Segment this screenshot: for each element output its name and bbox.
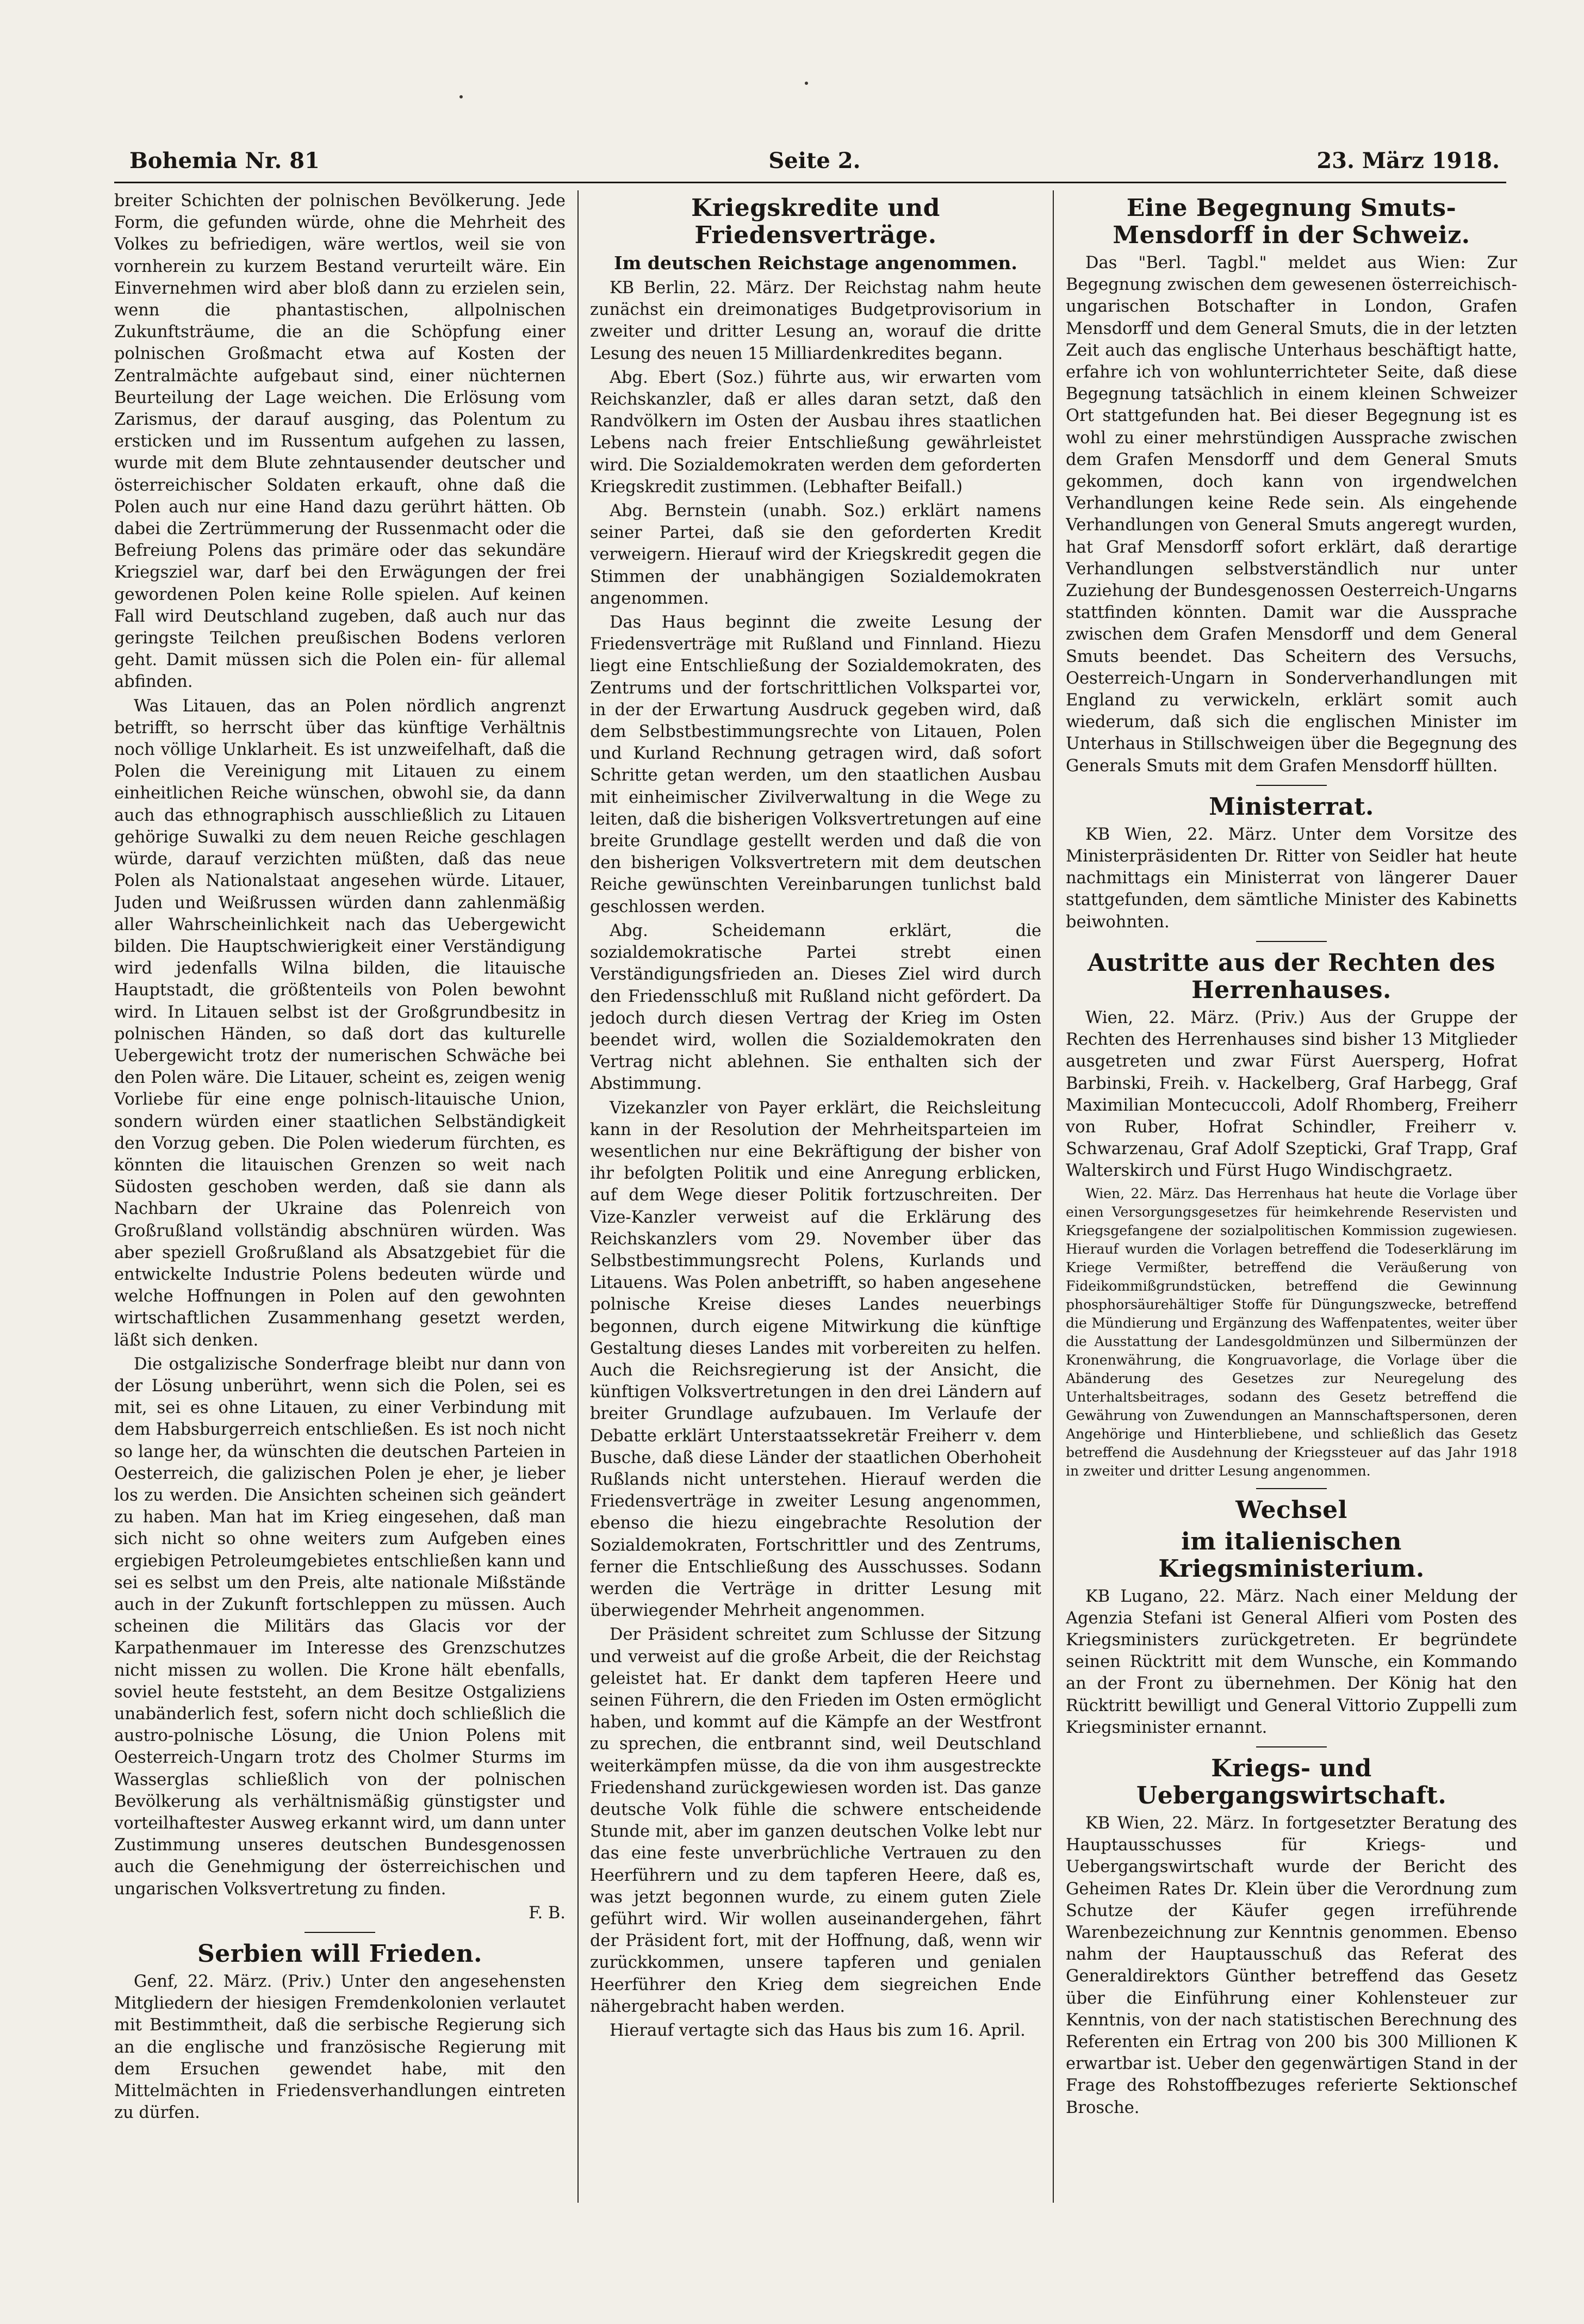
article-paragraph: Das Haus beginnt die zweite Lesung der Friedensverträge mit Rußland und Finnland. Hiezu liegt eine Entschließung der Sozialdemokraten, des Zentrums und der fortschrittlichen Volkspartei vor, in der der Erwartung Ausdruck gegeben wird, daß dem Selbstbestimmungsrechte von Litauen, Polen und Kurland Rechnung getragen wird, daß sofort Schritte getan werden, um den staatlichen Ausbau mit einheimischer Zivilverwaltung in die Wege zu leiten, daß die bisherigen Volksvertretungen auf eine breite Grundlage gestellt werden und daß die von den bisherigen Volksvertretern mit dem deutschen Reiche gewünschten Vereinbarungen tunlichst bald geschlossen werden. (590, 613, 1041, 916)
section-divider (1256, 785, 1327, 786)
article-paragraph: Das "Berl. Tagbl." meldet aus Wien: Zur Begegnung zwischen dem gewesenen österreichisch-ungarischen Botschafter in London, Grafen Mensdorff und dem General Smuts, die in der letzten Zeit auch das englische Unterhaus beschäftigt hatte, erfahre ich von wohlunterrichteter Seite, daß diese Begegnung tatsächlich in einem kleinen Schweizer Ort stattgefunden hat. Bei dieser Begegnung ist es wohl zu einer mehrstündigen Aussprache zwischen dem Grafen Mensdorff und dem General Smuts gekommen, doch kann von irgendwelchen Verhandlungen keine Rede sein. Als eingehende Verhandlungen von General Smuts angeregt wurden, hat Graf Mensdorff sofort erklärt, daß derartige Verhandlungen selbstverständlich nur unter Zuziehung der Bundesgenossen Oesterreich-Ungarns stattfinden könnten. Damit war die Aussprache zwischen dem Grafen Mensdorff und dem General Smuts beendet. Das Scheitern des Versuchs, Oesterreich-Ungarn in Sonderverhandlungen mit England zu verwickeln, erklärt somit auch wiederum, daß sich die englischen Minister im Unterhaus in Stillschweigen über die Begegnung des Generals Smuts mit dem Grafen Mensdorff hüllten. (1066, 253, 1517, 776)
header-rule (114, 182, 1506, 183)
article-paragraph: Genf, 22. März. (Priv.) Unter den angesehensten Mitgliedern der hiesigen Fremdenkolonien verlautet mit Bestimmtheit, daß die serbische Regierung sich an die englische und französische Regierung mit dem Ersuchen gewendet habe, mit den Mittelmächten in Friedensverhandlungen eintreten zu dürfen. (114, 1972, 566, 2123)
headline-smuts-mensdorff: Eine Begegnung Smuts-Mensdorff in der Schweiz. (1113, 194, 1470, 249)
paper-speck (459, 95, 463, 98)
article-paragraph: Die ostgalizische Sonderfrage bleibt nur dann von der Lösung unberührt, wenn sich die Polen, sei es mit, sei es ohne Litauen, zu einer Verbindung mit dem Habsburgerreich entschließen. Es ist noch nicht so lange her, da wünschten die deutschen Parteien in Oesterreich, die galizischen Polen je eher, je lieber los zu werden. Die Ansichten scheinen sich geändert zu haben. Man hat im Krieg eingesehen, daß man sich nicht so ohne weiters zum Aufgeben eines ergiebigen Petroleumgebietes entschließen kann und sei es selbst um den Preis, alte nationale Mißstände auch in der Zukunft fortschleppen zu müssen. Auch scheinen die Militärs das Glacis vor der Karpathenmauer im Interesse des Grenzschutzes nicht missen zu wollen. Die Krone hält ebenfalls, soviel heute feststeht, an dem Besitze Ostgaliziens unabänderlich fest, sofern nicht doch schließlich die austro-polnische Lösung, die Union Polens mit Oesterreich-Ungarn trotz des Cholmer Sturms im Wasserglas schließlich von der polnischen Bevölkerung als verhältnismäßig günstigster und vorteilhaftester Ausweg erkannt wird, um dann unter Zustimmung unseres deutschen Bundesgenossen auch die Genehmigung der österreichischen und ungarischen Volksvertretung zu finden. (114, 1354, 566, 1899)
headline-uebergangswirtschaft: Kriegs- und Uebergangswirtschaft. (1136, 1754, 1447, 1809)
subheadline: Im deutschen Reichstage angenommen. (614, 252, 1017, 274)
section-divider (1256, 1746, 1327, 1747)
column-divider (577, 190, 579, 2203)
page-header (129, 148, 1500, 181)
article-paragraph: Der Präsident schreitet zum Schlusse der Sitzung und verweist auf die große Arbeit, die der Reichstag geleistet hat. Er dankt dem tapferen Heere und seinen Führern, die den Frieden im Osten ermöglicht haben, und kommt auf die Kämpfe an der Westfront zu sprechen, die entbrannt sind, weil Deutschland weiterkämpfen müsse, da die von ihm ausgestreckte Friedenshand zurückgewiesen worden ist. Das ganze deutsche Volk fühle die schwere entscheidende Stunde mit, aber im ganzen deutschen Volke lebt nur das eine feste unverbrüchliche Vertrauen zu den Heerführern und zu dem tapferen Heere, daß es, was jetzt begonnen wurde, zu einem guten Ziele geführt wird. Wir wollen auseinandergehen, fährt der Präsident fort, mit der Hoffnung, daß, wenn wir zurückkommen, unsere tapferen und genialen Heerführer den Krieg dem siegreichen Ende nähergebracht haben werden. (590, 1625, 1041, 2016)
headline-kriegsministerium: im italienischen Kriegsministerium. (1158, 1527, 1425, 1583)
column-1 (114, 190, 566, 2214)
headline-kriegskredite: Kriegskredite und Friedensverträge. (691, 194, 940, 249)
column-divider (1053, 190, 1054, 2203)
section-divider (1256, 1488, 1327, 1489)
issue-date: 23. März 1918. (1316, 148, 1500, 173)
article-paragraph: Abg. Scheidemann erklärt, die sozialdemokratische Partei strebt einen Verständigungsfrieden an. Dieses Ziel wird durch den Friedensschluß mit Rußland nicht gefördert. Da jedoch durch diesen Vertrag der Krieg im Osten beendet wird, wollen die Sozialdemokraten den Vertrag nicht ablehnen. Sie enthalten sich der Abstimmung. (590, 921, 1041, 1094)
column-3 (1066, 190, 1517, 2214)
article-paragraph: Vizekanzler von Payer erklärt, die Reichsleitung kann in der Resolution der Mehrheitsparteien im wesentlichen nur eine Bekräftigung der bisher von ihr befolgten Politik und eine Anregung erblicken, auf dem Wege dieser Politik fortzuschreiten. Der Vize-Kanzler verweist auf die Erklärung des Reichskanzlers vom 29. November über das Selbstbestimmungsrecht Polens, Kurlands und Litauens. Was Polen anbetrifft, so haben angesehene polnische Kreise dieses Landes neuerbings begonnen, durch eigene Mitwirkung die künftige Gestaltung dieses Landes mit vorbereiten zu helfen. Auch die Reichsregierung ist der Ansicht, die künftigen Volksvertretungen in den drei Ländern auf breiter Grundlage aufzubauen. Im Verlaufe der Debatte erklärt Unterstaatssekretär Freiherr v. dem Busche, daß diese Länder der staatlichen Oberhoheit Rußlands nicht unterstehen. Hierauf werden die Friedensverträge in zweiter Lesung angenommen, ebenso die hiezu eingebrachte Resolution der Sozialdemokraten, Fortschrittler und des Zentrums, ferner die Entschließung des Ausschusses. Sodann werden die Verträge in dritter Lesung mit überwiegender Mehrheit angenommen. (590, 1098, 1041, 1621)
article-paragraph: KB Lugano, 22. März. Nach einer Meldung der Agenzia Stefani ist General Alfieri vom Posten des Kriegsministers zurückgetreten. Er begründete seinen Rücktritt mit dem Wunsche, ein Kommando an der Front zu übernehmen. Der König hat den Rücktritt bewilligt und General Vittorio Zuppelli zum Kriegsminister ernannt. (1066, 1586, 1517, 1737)
article-paragraph: Abg. Bernstein (unabh. Soz.) erklärt namens seiner Partei, daß sie den geforderten Kredit verweigern. Hierauf wird der Kriegskredit gegen die Stimmen der unabhängigen Sozialdemokraten angenommen. (590, 501, 1041, 608)
article-paragraph: KB Berlin, 22. März. Der Reichstag nahm heute zunächst ein dreimonatiges Budgetprovisorium in zweiter und dritter Lesung an, worauf die dritte Lesung des neuen 15 Milliardenkredites begann. (590, 278, 1041, 363)
headline-wechsel: Wechsel (1235, 1496, 1347, 1524)
article-paragraph: Hierauf vertagte sich das Haus bis zum 16. April. (610, 2021, 1026, 2041)
article-paragraph: KB Wien, 22. März. Unter dem Vorsitze des Ministerpräsidenten Dr. Ritter von Seidler hat heute nachmittags ein Ministerrat von längerer Dauer stattgefunden, dem sämtliche Minister des Kabinetts beiwohnten. (1066, 825, 1517, 932)
article-paragraph: KB Wien, 22. März. In fortgesetzter Beratung des Hauptausschusses für Kriegs- und Uebergangswirtschaft wurde der Bericht des Geheimen Rates Dr. Klein über die Verordnung zum Schutze der Käufer gegen irreführende Warenbezeichnung zur Kenntnis genommen. Ebenso nahm der Hauptausschuß das Referat des Generaldirektors Günther betreffend das Gesetz über die Einführung einer Kohlensteuer zur Kenntnis, von der nach statistischen Berechnung des Referenten ein Ertrag von 200 bis 300 Millionen K erwartbar ist. Ueber den gegenwärtigen Stand in der Frage des Rohstoffbezuges referierte Sektionschef Brosche. (1066, 1813, 1517, 2117)
article-paragraph: Was Litauen, das an Polen nördlich angrenzt betrifft, so herrscht über das künftige Verhältnis noch völlige Unklarheit. Es ist unzweifelhaft, daß die Polen die Vereinigung mit Litauen zu einem einheitlichen Reiche wünschen, obwohl sie, da dann auch das ethnographisch ausschließlich zu Litauen gehörige Suwalki zu dem neuen Reiche geschlagen würde, darauf verzichten müßten, daß das neue Polen als Nationalstaat angesehen würde. Litauer, Juden und Weißrussen würden dann zahlenmäßig aller Wahrscheinlichkeit nach das Uebergewicht bilden. Die Hauptschwierigkeit einer Verständigung wird jedenfalls Wilna bilden, die litauische Hauptstadt, die größtenteils von Polen bewohnt wird. In Litauen selbst ist der Großgrundbesitz in polnischen Händen, so daß dort das kulturelle Uebergewicht trotz der numerischen Schwäche bei den Polen wäre. Die Litauer, scheint es, zeigen wenig Vorliebe für eine enge polnisch-litauische Union, sondern würden einer staatlichen Selbständigkeit den Vorzug geben. Die Polen wiederum fürchten, es könnten die litauischen Grenzen so weit nach Südosten geschoben werden, daß sie dann als Nachbarn der Ukraine das Polenreich von Großrußland vollständig abschnüren würden. Was aber speziell Großrußland als Absatzgebiet für die entwickelte Industrie Polens bedeuten würde und welche Hoffnungen in Polen auf den gewohnten wirtschaftlichen Zusammenhang gesetzt werden, läßt sich denken. (114, 696, 566, 1350)
headline-serbien: Serbien will Frieden. (197, 1940, 482, 1968)
column-2 (590, 190, 1041, 2214)
article-paragraph: Abg. Ebert (Soz.) führte aus, wir erwarten vom Reichskanzler, daß er alles daran setzt, daß den Randvölkern im Osten der Ausbau ihres staatlichen Lebens nach freier Entschließung gewährleistet wird. Die Sozialdemokraten werden dem geforderten Kriegskredit zustimmen. (Lebhafter Beifall.) (590, 368, 1041, 497)
article-signature: F. B. (529, 1903, 566, 1923)
section-divider (1256, 941, 1327, 942)
article-paragraph-small: Wien, 22. März. Das Herrenhaus hat heute die Vorlage über einen Versorgungsgesetzes für heimkehrende Reservisten und Kriegsgefangene der sozialpolitischen Kommission zugewiesen. Hierauf wurden die Vorlagen betreffend die Todeserklärung im Kriege Vermißter, betreffend die Veräußerung von Fideikommißgrundstücken, betreffend die Gewinnung phosphorsäurehältiger Stoffe für Düngungszwecke, betreffend die Mündierung und Ergänzung des Waffenpatentes, weiter über die Ausstattung der Landesgoldmünzen und Silbermünzen der Kronenwährung, die Kongruavorlage, die Vorlage über die Abänderung des Gesetzes zur Neuregelung des Unterhaltsbeitrages, sodann des Gesetz betreffend die Gewährung von Zuwendungen an Mannschaftspersonen, deren Angehörige und Hinterbliebene, und schließlich das Gesetz betreffend die Ausdehnung der Kriegssteuer auf das Jahr 1918 in zweiter und dritter Lesung angenommen. (1066, 1185, 1517, 1479)
masthead-issue: Bohemia Nr. 81 (129, 148, 320, 173)
headline-austritte: Austritte aus der Rechten des Herrenhauses. (1088, 949, 1495, 1004)
article-paragraph: breiter Schichten der polnischen Bevölkerung. Jede Form, die gefunden würde, ohne die Mehrheit des Volkes zu befriedigen, wäre wertlos, weil sie von vornherein zu kurzem Bestand verurteilt wäre. Ein Einvernehmen wird aber bloß dann zu erzielen sein, wenn die phantastischen, allpolnischen Zukunftsträume, die an die Schöpfung einer polnischen Großmacht etwa auf Kosten der Zentralmächte aufgebaut sind, einer nüchternen Beurteilung der Lage weichen. Die Erlösung vom Zarismus, der darauf ausging, das Polentum zu ersticken und im Russentum aufgehen zu lassen, wurde mit dem Blute zehntausender deutscher und österreichischer Soldaten erkauft, ohne daß die Polen auch nur eine Hand dazu gerührt hätten. Ob dabei die Zertrümmerung der Russenmacht oder die Befreiung Polens das primäre oder das sekundäre Kriegsziel war, darf bei den Erwägungen der frei gewordenen Polen keine Rolle spielen. Auf keinen Fall wird Deutschland zugeben, daß auch nur das geringste Teilchen preußischen Bodens verloren geht. Damit müssen sich die Polen ein- für allemal abfinden. (114, 191, 566, 692)
page-number: Seite 2. (768, 148, 861, 173)
article-paragraph: Wien, 22. März. (Priv.) Aus der Gruppe der Rechten des Herrenhauses sind bisher 13 Mitglieder ausgetreten und zwar Fürst Auersperg, Hofrat Barbinski, Freih. v. Hackelberg, Graf Harbegg, Graf Maximilian Montecuccoli, Adolf Rhomberg, Freiherr von Ruber, Hofrat Schindler, Freiherr v. Schwarzenau, Graf Adolf Szepticki, Graf Trapp, Graf Walterskirch und Fürst Hugo Windischgraetz. (1066, 1008, 1517, 1181)
paper-speck (805, 82, 808, 85)
headline-ministerrat: Ministerrat. (1209, 792, 1374, 821)
section-divider (305, 1932, 375, 1933)
